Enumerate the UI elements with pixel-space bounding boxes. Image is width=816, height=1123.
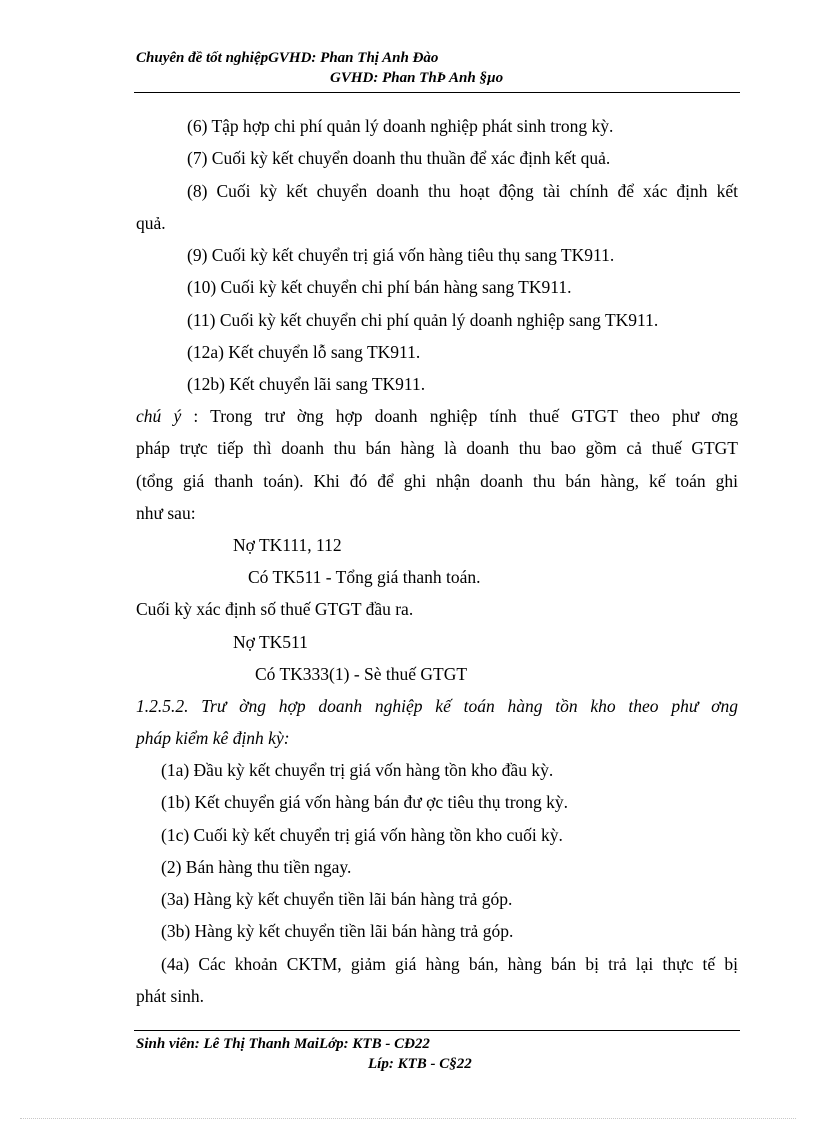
item-8-line-1: (8) Cuối kỳ kết chuyển doanh thu hoạt động tài chính để xác định kết	[187, 181, 738, 201]
item-12a: (12a) Kết chuyển lỗ sang TK911.	[187, 342, 421, 362]
item-6: (6) Tập hợp chi phí quản lý doanh nghiệp phát sinh trong kỳ.	[187, 116, 614, 136]
entry-1-credit: Có TK511 - Tổng giá thanh toán.	[248, 567, 481, 587]
item-11: (11) Cuối kỳ kết chuyển chi phí quản lý doanh nghiệp sang TK911.	[187, 310, 659, 330]
footer-line-1: Sinh viên: Lê Thị Thanh MaiLớp: KTB - CĐ22	[136, 1036, 430, 1052]
item-3a: (3a) Hàng kỳ kết chuyển tiền lãi bán hàng trả góp.	[161, 889, 513, 909]
note-label: chú ý	[136, 406, 182, 426]
page-edge-dots	[20, 1118, 796, 1119]
section-heading-line-1: 1.2.5.2. Trư ờng hợp doanh nghiệp kế toán hàng tồn kho theo phư ơng	[136, 696, 738, 716]
entry-1-debit: Nợ TK111, 112	[233, 535, 342, 555]
note-line-1	[136, 405, 738, 427]
footer-rule	[134, 1030, 740, 1031]
item-1b: (1b) Kết chuyển giá vốn hàng bán đư ợc tiêu thụ trong kỳ.	[161, 792, 569, 812]
note-line-3: (tổng giá thanh toán). Khi đó để ghi nhận doanh thu bán hàng, kế toán ghi	[136, 471, 738, 491]
section-heading-line-2: pháp kiểm kê định kỳ:	[136, 728, 290, 748]
item-1c: (1c) Cuối kỳ kết chuyển trị giá vốn hàng tồn kho cuối kỳ.	[161, 825, 563, 845]
entry-2-debit: Nợ TK511	[233, 632, 308, 652]
header-line-2: GVHD: Phan ThÞ Anh §µo	[330, 70, 504, 86]
item-1a: (1a) Đầu kỳ kết chuyển trị giá vốn hàng tồn kho đầu kỳ.	[161, 760, 554, 780]
note-line-4: như sau:	[136, 503, 196, 523]
note-line-2: pháp trực tiếp thì doanh thu bán hàng là doanh thu bao gồm cả thuế GTGT	[136, 438, 738, 458]
item-8-line-2: quả.	[136, 213, 166, 233]
header-rule	[134, 92, 740, 93]
entry-2-credit: Có TK333(1) - Sè thuế GTGT	[255, 664, 468, 684]
item-9: (9) Cuối kỳ kết chuyển trị giá vốn hàng tiêu thụ sang TK911.	[187, 245, 615, 265]
item-2: (2) Bán hàng thu tiền ngay.	[161, 857, 352, 877]
note-text-1: : Trong trư ờng hợp doanh nghiệp tính thuế GTGT theo phư ơng	[193, 406, 738, 426]
item-7: (7) Cuối kỳ kết chuyển doanh thu thuần để xác định kết quả.	[187, 148, 611, 168]
vat-line: Cuối kỳ xác định số thuế GTGT đầu ra.	[136, 599, 414, 619]
item-10: (10) Cuối kỳ kết chuyển chi phí bán hàng sang TK911.	[187, 277, 572, 297]
item-3b: (3b) Hàng kỳ kết chuyển tiền lãi bán hàng trả góp.	[161, 921, 514, 941]
item-12b: (12b) Kết chuyển lãi sang TK911.	[187, 374, 426, 394]
item-4a-line-1: (4a) Các khoản CKTM, giảm giá hàng bán, hàng bán bị trả lại thực tế bị	[161, 954, 738, 974]
header-line-1: Chuyên đề tốt nghiệpGVHD: Phan Thị Anh Đào	[136, 50, 439, 66]
item-4a-line-2: phát sinh.	[136, 986, 205, 1006]
footer-line-2: Líp: KTB - C§22	[368, 1056, 472, 1072]
